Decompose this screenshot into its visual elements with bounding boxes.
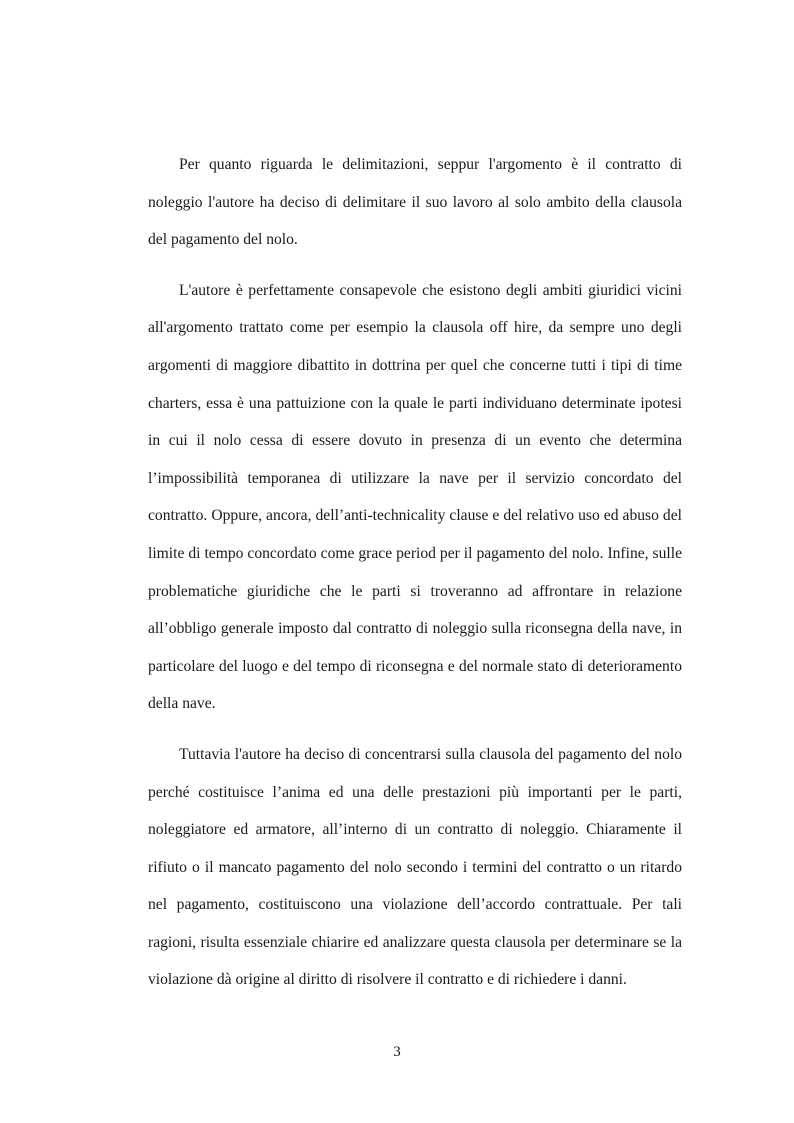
page-number: 3 [393, 1044, 401, 1060]
body-text [148, 146, 682, 1012]
paragraph-related-topics: L'autore è perfettamente consapevole che esistono degli ambiti giuridici vicini all'argomento trattato come per esempio la clausola off hire, da sempre uno degli argomenti di maggiore dibattito in dottrina per quel che concerne tutti i tipi di time charters, essa è una pattuizione con la quale le parti individuano determinate ipotesi in cui il nolo cessa di essere dovuto in presenza di un evento che determina l’impossibilità temporanea di utilizzare la nave per il servizio concordato del contratto. Oppure, ancora, dell’anti-technicality clause e del relativo uso ed abuso del limite di tempo concordato come grace period per il pagamento del nolo. Infine, sulle problematiche giuridiche che le parti si troveranno ad affrontare in relazione all’obbligo generale imposto dal contratto di noleggio sulla riconsegna della nave, in particolare del luogo e del tempo di riconsegna e del normale stato di deterioramento della nave. [148, 281, 682, 713]
paragraph-delimitations: Per quanto riguarda le delimitazioni, seppur l'argomento è il contratto di noleggio l'autore ha deciso di delimitare il suo lavoro al solo ambito della clausola del pagamento del nolo. [148, 156, 682, 249]
paragraph-focus-payment-clause: Tuttavia l'autore ha deciso di concentrarsi sulla clausola del pagamento del nolo perché costituisce l’anima ed una delle prestazioni più importanti per le parti, noleggiatore ed armatore, all’interno di un contratto di noleggio. Chiaramente il rifiuto o il mancato pagamento del nolo secondo i termini del contratto o un ritardo nel pagamento, costituiscono una violazione dell’accordo contrattuale. Per tali ragioni, risulta essenziale chiarire ed analizzare questa clausola per determinare se la violazione dà origine al diritto di risolvere il contratto e di richiedere i danni. [148, 745, 682, 989]
